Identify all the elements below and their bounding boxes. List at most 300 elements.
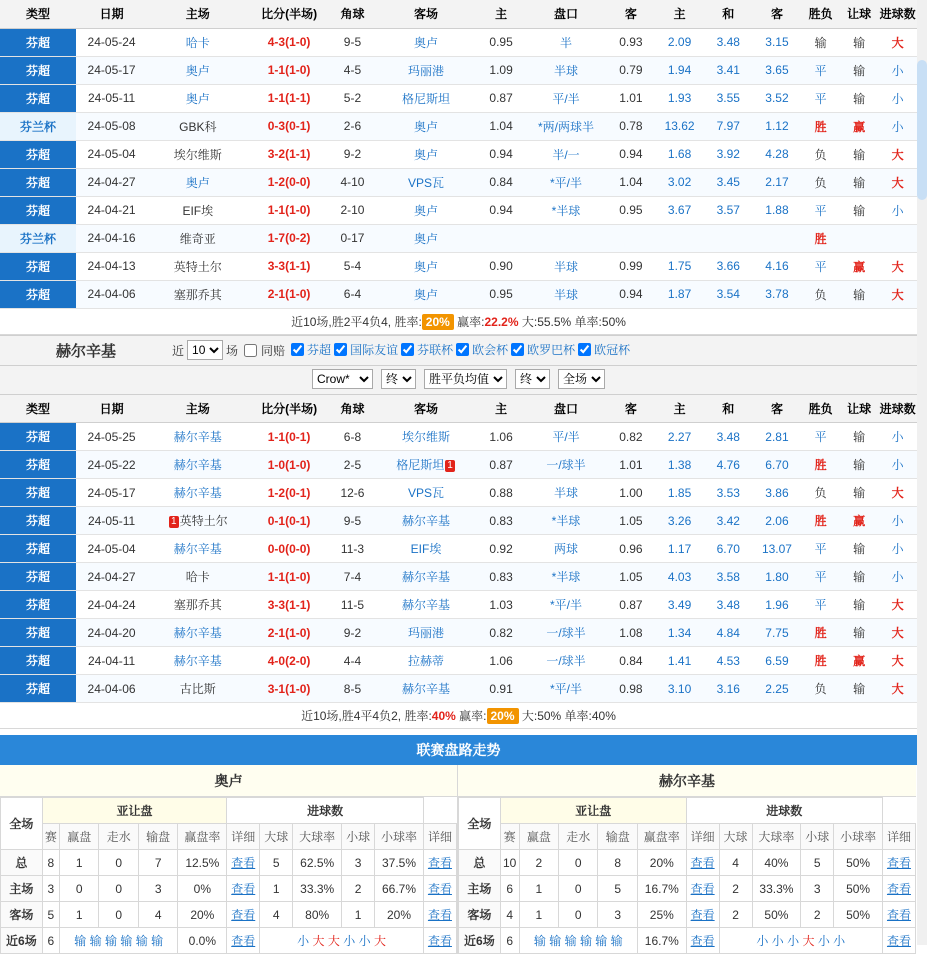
cell-score[interactable]: 1-1(1-0): [249, 196, 330, 224]
stats-table-away: [458, 797, 916, 954]
goal-token: 大: [327, 934, 340, 948]
stats-value-cell: 0%: [178, 876, 227, 902]
stats-value-cell: 0: [559, 902, 598, 928]
cell-date: 24-04-27: [76, 563, 147, 591]
cell-home-team[interactable]: 奥卢: [147, 168, 248, 196]
th2-corner: 角球: [330, 395, 376, 423]
stats-row: [459, 850, 916, 876]
table-row[interactable]: [0, 196, 917, 224]
table-row[interactable]: [0, 252, 917, 280]
cell-home-team[interactable]: 塞那乔其: [147, 280, 248, 308]
summary2-mid: 赢率:: [455, 709, 487, 723]
cell-win-loss: 平: [801, 252, 840, 280]
summary-profit-rate: 22.2%: [484, 314, 519, 329]
cell-home-team[interactable]: 赫尔辛基: [147, 423, 248, 451]
stats-value-cell: 4: [500, 902, 519, 928]
stats-detail-link-cell[interactable]: [882, 902, 915, 928]
th2-type: 类型: [0, 395, 76, 423]
cell-eu-home: 3.67: [655, 196, 704, 224]
stage2-select[interactable]: [515, 369, 550, 389]
table-row[interactable]: [0, 140, 917, 168]
cell-handicap-result: 输: [840, 563, 879, 591]
cell-home-team[interactable]: 维奇亚: [147, 224, 248, 252]
cell-score[interactable]: 2-1(1-0): [249, 619, 330, 647]
cell-odds-home: 0.87: [477, 84, 526, 112]
cell-eu-draw: 6.70: [704, 535, 753, 563]
cell-handicap-result: 输: [840, 451, 879, 479]
cell-home-team[interactable]: 哈卡: [147, 563, 248, 591]
cell-corner: 9-5: [330, 507, 376, 535]
th2-score: 比分(半场): [249, 395, 330, 423]
cell-goals-result: [878, 224, 917, 252]
cell-odds-away: 0.84: [607, 647, 656, 675]
league-filter-checkbox[interactable]: [291, 343, 304, 356]
th-corner: 角球: [330, 0, 376, 28]
cell-home-team[interactable]: 赫尔辛基: [147, 451, 248, 479]
league-filter-label: 欧罗巴杯: [527, 343, 576, 357]
cell-corner: 4-10: [330, 168, 376, 196]
detail-link[interactable]: 查看: [690, 908, 715, 922]
cell-eu-away: 7.75: [753, 619, 802, 647]
stats-value-cell: 37.5%: [375, 850, 424, 876]
cell-handicap: 一/球半: [525, 451, 606, 479]
cell-away-team[interactable]: 玛丽港: [375, 56, 476, 84]
cell-away-team[interactable]: 奥卢: [375, 252, 476, 280]
league-filter-checkbox[interactable]: [578, 343, 591, 356]
table-row[interactable]: [0, 112, 917, 140]
stats-group-asia: 亚让盘: [42, 798, 226, 824]
cell-eu-home: 1.41: [655, 647, 704, 675]
cell-odds-away: 1.00: [607, 479, 656, 507]
stats-value-cell: 6: [500, 876, 519, 902]
stats-value-cell: 10: [500, 850, 519, 876]
cell-goals-result: 大: [878, 479, 917, 507]
stats-detail-link-cell[interactable]: [227, 928, 260, 954]
cell-home-team[interactable]: GBK科: [147, 112, 248, 140]
cell-odds-home: 0.94: [477, 196, 526, 224]
cell-eu-home: 1.75: [655, 252, 704, 280]
detail-link[interactable]: 查看: [886, 882, 911, 896]
stats-sub-header: 大球率: [752, 824, 801, 850]
cell-home-team[interactable]: 赫尔辛基: [147, 479, 248, 507]
scrollbar-thumb[interactable]: [917, 60, 927, 200]
cell-away-team[interactable]: 奥卢: [375, 28, 476, 56]
cell-score[interactable]: 0-3(0-1): [249, 112, 330, 140]
cell-score[interactable]: 3-3(1-1): [249, 591, 330, 619]
th2-eu-draw: 和: [704, 395, 753, 423]
cell-win-loss: 平: [801, 563, 840, 591]
cell-away-team[interactable]: VPS瓦: [375, 479, 476, 507]
detail-link[interactable]: 查看: [231, 934, 256, 948]
cell-handicap: [525, 224, 606, 252]
league-filter-3[interactable]: [453, 341, 508, 358]
cell-score[interactable]: 1-2(0-0): [249, 168, 330, 196]
cell-win-loss: 平: [801, 591, 840, 619]
cell-handicap-result: 输: [840, 479, 879, 507]
cell-win-loss: 负: [801, 675, 840, 703]
table-row[interactable]: [0, 168, 917, 196]
league-filter-checkbox[interactable]: [456, 343, 469, 356]
company-select[interactable]: [312, 369, 373, 389]
cell-score[interactable]: 4-0(2-0): [249, 647, 330, 675]
cell-handicap-result: 输: [840, 84, 879, 112]
summary-top: [0, 309, 917, 335]
table-row[interactable]: [0, 224, 917, 252]
cell-eu-draw: 3.48: [704, 591, 753, 619]
cell-away-team[interactable]: 格尼斯坦: [375, 84, 476, 112]
stats-value-cell: 2: [801, 902, 834, 928]
cell-date: 24-05-17: [76, 479, 147, 507]
cell-eu-away: 3.78: [753, 280, 802, 308]
cell-eu-away: 6.70: [753, 451, 802, 479]
cell-home-team[interactable]: 埃尔维斯: [147, 140, 248, 168]
cell-eu-draw: 3.57: [704, 196, 753, 224]
cell-away-team[interactable]: 赫尔辛基: [375, 675, 476, 703]
cell-away-team[interactable]: 赫尔辛基: [375, 563, 476, 591]
stats-sub-header: 详细: [686, 824, 719, 850]
cell-odds-away: 0.99: [607, 252, 656, 280]
cell-handicap: *平/半: [525, 168, 606, 196]
detail-link[interactable]: 查看: [427, 856, 452, 870]
cell-handicap: 半球: [525, 56, 606, 84]
cell-score[interactable]: 1-7(0-2): [249, 224, 330, 252]
league-checkbox-group: [288, 341, 630, 359]
cell-home-team[interactable]: 赫尔辛基: [147, 535, 248, 563]
cell-win-loss: 平: [801, 423, 840, 451]
stats-detail-link-cell[interactable]: [686, 876, 719, 902]
goal-token: 小: [756, 934, 769, 948]
detail-link[interactable]: 查看: [427, 934, 452, 948]
cell-odds-home: 1.03: [477, 591, 526, 619]
cell-home-team[interactable]: 古比斯: [147, 675, 248, 703]
stats-row: [1, 902, 457, 928]
th2-home: 主场: [147, 395, 248, 423]
cell-odds-home: 0.87: [477, 451, 526, 479]
th-goals: 进球数: [878, 0, 917, 28]
table-row[interactable]: [0, 56, 917, 84]
cell-eu-home: 4.03: [655, 563, 704, 591]
odds-type-select[interactable]: [424, 369, 507, 389]
stats-value-cell: 50%: [834, 902, 883, 928]
stats-detail-link-cell[interactable]: [227, 850, 260, 876]
table-row[interactable]: [0, 647, 917, 675]
league-filter-checkbox[interactable]: [511, 343, 524, 356]
cell-home-team[interactable]: 1 英特土尔: [147, 507, 248, 535]
stats-sub-header: 大球: [719, 824, 752, 850]
cell-eu-home: 1.93: [655, 84, 704, 112]
stats-group-full: 全场: [459, 798, 501, 850]
detail-link[interactable]: 查看: [231, 882, 256, 896]
cell-home-team[interactable]: EIF埃: [147, 196, 248, 224]
cell-away-team[interactable]: 拉赫蒂: [375, 647, 476, 675]
league-filter-1[interactable]: [331, 341, 398, 358]
cell-date: 24-05-25: [76, 423, 147, 451]
cell-date: 24-04-24: [76, 591, 147, 619]
stats-value-cell: 62.5%: [293, 850, 342, 876]
cell-date: 24-05-08: [76, 112, 147, 140]
cell-eu-draw: 3.53: [704, 479, 753, 507]
cell-score[interactable]: 1-1(1-0): [249, 563, 330, 591]
cell-corner: 2-5: [330, 451, 376, 479]
table-row[interactable]: [0, 563, 917, 591]
cell-odds-home: [477, 224, 526, 252]
league-trend-panels: [0, 765, 917, 954]
stats-value-cell: 20%: [375, 902, 424, 928]
recent-matches-table-top: [0, 0, 917, 309]
chang-label: 场: [226, 343, 239, 358]
league-filter-5[interactable]: [575, 341, 630, 358]
stats-row-label: 客场: [1, 902, 43, 928]
cell-away-team[interactable]: 埃尔维斯: [375, 423, 476, 451]
league-filter-checkbox[interactable]: [334, 343, 347, 356]
table-row[interactable]: [0, 84, 917, 112]
cell-away-team[interactable]: 格尼斯坦 1: [375, 451, 476, 479]
cell-score[interactable]: 3-3(1-1): [249, 252, 330, 280]
cell-score[interactable]: 0-0(0-0): [249, 535, 330, 563]
stage-select[interactable]: [381, 369, 416, 389]
cell-eu-away: 2.25: [753, 675, 802, 703]
detail-link[interactable]: 查看: [231, 908, 256, 922]
stats-value-cell: 33.3%: [752, 876, 801, 902]
table-row[interactable]: [0, 619, 917, 647]
cell-odds-away: 0.78: [607, 112, 656, 140]
stats-streak-cell: [59, 928, 177, 954]
stats-detail-link-cell[interactable]: [882, 876, 915, 902]
seq-token: 输: [151, 934, 164, 948]
detail-link[interactable]: 查看: [886, 856, 911, 870]
cell-handicap: 平/半: [525, 84, 606, 112]
cell-eu-away: 6.59: [753, 647, 802, 675]
goal-token: 大: [373, 934, 386, 948]
cell-eu-home: 3.10: [655, 675, 704, 703]
cell-date: 24-04-11: [76, 647, 147, 675]
cell-date: 24-04-16: [76, 224, 147, 252]
table-row[interactable]: [0, 451, 917, 479]
stats-value-cell: 66.7%: [375, 876, 424, 902]
cell-score[interactable]: 3-2(1-1): [249, 140, 330, 168]
stats-detail-link-cell[interactable]: [686, 928, 719, 954]
goal-token: 大: [802, 934, 815, 948]
stats-group-goal: 进球数: [227, 798, 424, 824]
cell-home-team[interactable]: 英特土尔: [147, 252, 248, 280]
cell-eu-draw: 3.58: [704, 563, 753, 591]
table-row[interactable]: [0, 479, 917, 507]
cell-date: 24-05-24: [76, 28, 147, 56]
cell-eu-draw: 4.76: [704, 451, 753, 479]
cell-date: 24-05-04: [76, 535, 147, 563]
cell-home-team[interactable]: 赫尔辛基: [147, 619, 248, 647]
cell-win-loss: 胜: [801, 507, 840, 535]
stats-detail-link-cell[interactable]: [227, 876, 260, 902]
cell-away-team[interactable]: EIF埃: [375, 535, 476, 563]
table-row[interactable]: [0, 535, 917, 563]
stats-value-cell: 50%: [834, 850, 883, 876]
table-header-row-top: [0, 0, 917, 28]
cell-score[interactable]: 1-1(1-1): [249, 84, 330, 112]
cell-score[interactable]: 1-1(0-1): [249, 423, 330, 451]
stats-value-cell: 7: [138, 850, 177, 876]
cell-handicap-result: 赢: [840, 252, 879, 280]
th2-eu-away: 客: [753, 395, 802, 423]
red-mark-icon: 1: [171, 515, 177, 527]
cell-away-team[interactable]: 奥卢: [375, 140, 476, 168]
cell-away-team[interactable]: 奥卢: [375, 196, 476, 224]
cell-handicap: *半球: [525, 563, 606, 591]
filter-bar: [172, 340, 630, 360]
seq-token: 输: [74, 934, 87, 948]
cell-score[interactable]: 3-1(1-0): [249, 675, 330, 703]
cell-eu-draw: 7.97: [704, 112, 753, 140]
stats-detail-link-cell[interactable]: [882, 928, 915, 954]
cell-odds-home: 1.09: [477, 56, 526, 84]
cell-date: 24-04-13: [76, 252, 147, 280]
stats-row: [459, 876, 916, 902]
cell-corner: 5-2: [330, 84, 376, 112]
cell-goals-result: 小: [878, 451, 917, 479]
cell-eu-away: 13.07: [753, 535, 802, 563]
match-count-select[interactable]: [187, 340, 223, 360]
cell-score[interactable]: 1-0(1-0): [249, 451, 330, 479]
stats-detail-link-cell[interactable]: [423, 850, 456, 876]
stats-value-cell: 80%: [293, 902, 342, 928]
cell-away-team[interactable]: VPS瓦: [375, 168, 476, 196]
stats-team-name: 奥卢: [0, 765, 457, 797]
same-handicap-checkbox[interactable]: [244, 344, 257, 357]
cell-away-team[interactable]: 玛丽港: [375, 619, 476, 647]
cell-win-loss: 平: [801, 56, 840, 84]
stats-sub-header: 小球率: [834, 824, 883, 850]
league-filter-4[interactable]: [508, 341, 575, 358]
cell-win-loss: 负: [801, 280, 840, 308]
table-row[interactable]: [0, 280, 917, 308]
table-row[interactable]: [0, 591, 917, 619]
odds-filter-row: [0, 366, 917, 395]
cell-away-team[interactable]: 赫尔辛基: [375, 507, 476, 535]
summary-suffix: 大:55.5% 单率:50%: [518, 314, 626, 329]
stats-row: [459, 928, 916, 954]
detail-link[interactable]: 查看: [427, 908, 452, 922]
cell-score[interactable]: 0-1(0-1): [249, 507, 330, 535]
stats-detail-link-cell[interactable]: [227, 902, 260, 928]
cell-odds-home: 0.95: [477, 28, 526, 56]
detail-link[interactable]: 查看: [690, 856, 715, 870]
stats-goal-streak-cell: [260, 928, 424, 954]
cell-home-team[interactable]: 哈卡: [147, 28, 248, 56]
table-row[interactable]: [0, 28, 917, 56]
goal-token: 大: [312, 934, 325, 948]
cell-away-team[interactable]: 奥卢: [375, 112, 476, 140]
detail-link[interactable]: 查看: [427, 882, 452, 896]
table-row[interactable]: [0, 675, 917, 703]
table-row[interactable]: [0, 423, 917, 451]
cell-eu-draw: 3.54: [704, 280, 753, 308]
cell-eu-draw: 3.92: [704, 140, 753, 168]
section-title: 赫尔辛基: [55, 342, 116, 360]
cell-eu-draw: 3.41: [704, 56, 753, 84]
scope-select[interactable]: [558, 369, 605, 389]
league-filter-0[interactable]: [288, 341, 331, 358]
cell-score[interactable]: 4-3(1-0): [249, 28, 330, 56]
detail-link[interactable]: 查看: [886, 908, 911, 922]
stats-detail-link-cell[interactable]: [882, 850, 915, 876]
stats-detail-link-cell[interactable]: [423, 902, 456, 928]
stats-panel-home: [0, 765, 458, 954]
stats-value-cell: 5: [42, 902, 59, 928]
cell-home-team[interactable]: 奥卢: [147, 56, 248, 84]
stats-group-asia: 亚让盘: [500, 798, 686, 824]
cell-win-loss: 胜: [801, 619, 840, 647]
table-row[interactable]: [0, 507, 917, 535]
cell-eu-away: 3.52: [753, 84, 802, 112]
cell-goals-result: 大: [878, 168, 917, 196]
detail-link[interactable]: 查看: [690, 882, 715, 896]
cell-corner: 11-5: [330, 591, 376, 619]
cell-handicap: *半球: [525, 196, 606, 224]
cell-away-team[interactable]: 赫尔辛基: [375, 591, 476, 619]
stats-value-cell: 2: [719, 876, 752, 902]
cell-score[interactable]: 1-2(0-1): [249, 479, 330, 507]
cell-win-loss: 胜: [801, 112, 840, 140]
stats-sub-header: 赢盘率: [637, 824, 686, 850]
cell-eu-away: 1.88: [753, 196, 802, 224]
cell-league: 芬超: [0, 591, 76, 619]
cell-eu-home: 1.87: [655, 280, 704, 308]
cell-eu-away: 1.96: [753, 591, 802, 619]
stats-detail-link-cell[interactable]: [423, 876, 456, 902]
league-filter-2[interactable]: [398, 341, 453, 358]
stats-detail-link-cell[interactable]: [423, 928, 456, 954]
cell-goals-result: 小: [878, 535, 917, 563]
stats-sub-header: 赢盘: [519, 824, 558, 850]
stats-group-header-row: [459, 798, 916, 824]
cell-odds-home: 0.95: [477, 280, 526, 308]
stats-detail-link-cell[interactable]: [686, 902, 719, 928]
cell-score[interactable]: 2-1(1-0): [249, 280, 330, 308]
cell-handicap-result: [840, 224, 879, 252]
cell-home-team[interactable]: 奥卢: [147, 84, 248, 112]
detail-link[interactable]: 查看: [886, 934, 911, 948]
cell-corner: 2-10: [330, 196, 376, 224]
seq-token: 输: [105, 934, 118, 948]
cell-goals-result: 大: [878, 28, 917, 56]
cell-odds-home: 1.06: [477, 423, 526, 451]
stats-value-cell: 3: [138, 876, 177, 902]
cell-date: 24-04-21: [76, 196, 147, 224]
stats-value-cell: 2: [519, 850, 558, 876]
detail-link[interactable]: 查看: [231, 856, 256, 870]
cell-odds-away: 1.08: [607, 619, 656, 647]
cell-eu-draw: 3.48: [704, 28, 753, 56]
detail-link[interactable]: 查看: [690, 934, 715, 948]
cell-odds-away: 1.05: [607, 507, 656, 535]
cell-home-team[interactable]: 塞那乔其: [147, 591, 248, 619]
cell-away-team[interactable]: 奥卢: [375, 280, 476, 308]
cell-eu-home: [655, 224, 704, 252]
cell-handicap-result: 输: [840, 196, 879, 224]
cell-handicap: 一/球半: [525, 647, 606, 675]
league-filter-checkbox[interactable]: [401, 343, 414, 356]
cell-home-team[interactable]: 赫尔辛基: [147, 647, 248, 675]
stats-detail-link-cell[interactable]: [686, 850, 719, 876]
cell-league: 芬超: [0, 252, 76, 280]
cell-away-team[interactable]: 奥卢: [375, 224, 476, 252]
cell-league: 芬超: [0, 619, 76, 647]
cell-odds-home: 0.82: [477, 619, 526, 647]
cell-score[interactable]: 1-1(1-0): [249, 56, 330, 84]
cell-date: 24-04-06: [76, 675, 147, 703]
page-scrollbar[interactable]: [917, 0, 927, 945]
cell-win-loss: 负: [801, 168, 840, 196]
